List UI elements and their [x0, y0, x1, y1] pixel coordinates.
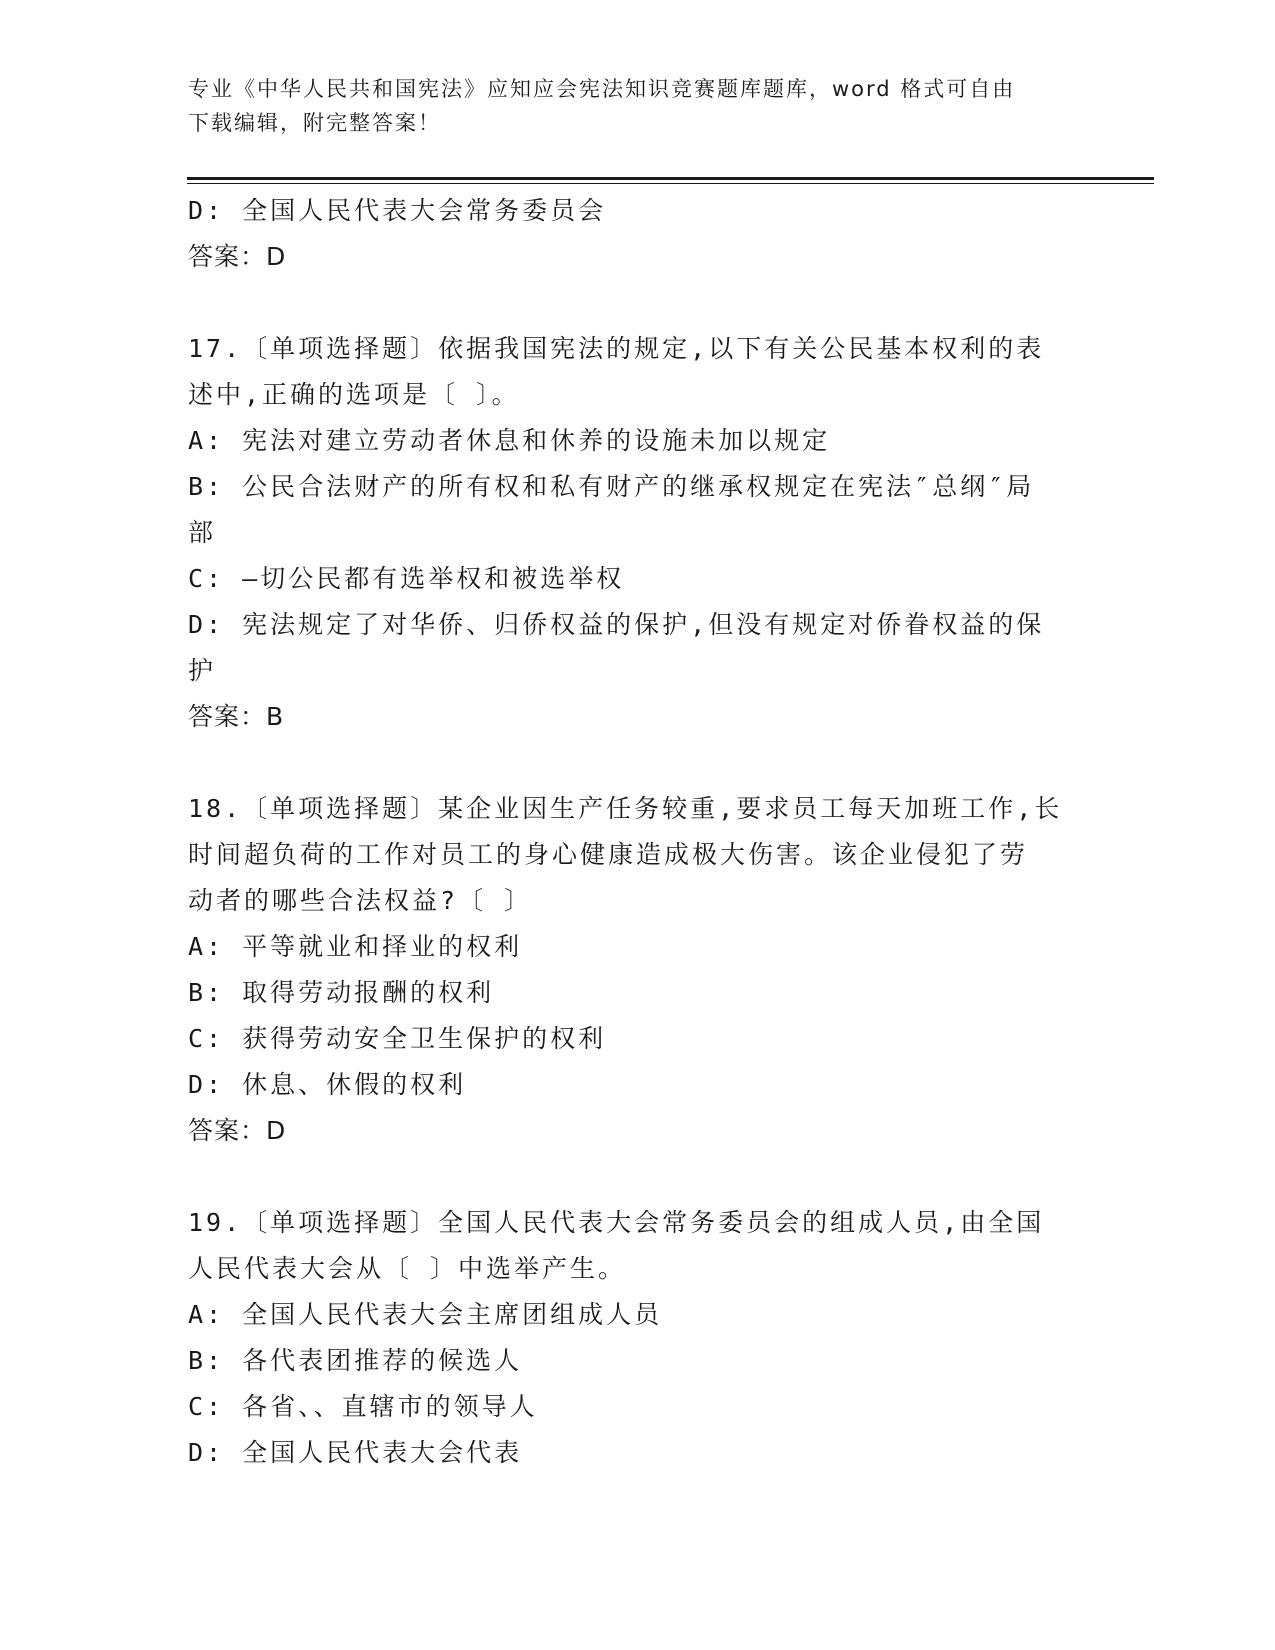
option-d: D: 全国人民代表大会常务委员会 [188, 196, 607, 225]
header-divider-thick [187, 177, 1154, 180]
question-text-line-1: 17.〔单项选择题〕依据我国宪法的规定,以下有关公民基本权利的表 [188, 334, 1045, 363]
question-18 [188, 786, 1088, 1154]
option-b: B: 取得劳动报酬的权利 [188, 978, 495, 1007]
option-a: A: 宪法对建立劳动者休息和休养的设施未加以规定 [188, 426, 831, 455]
question-text-line-2: 时间超负荷的工作对员工的身心健康造成极大伤害。该企业侵犯了劳 [188, 840, 1029, 869]
question-text-line-1: 18.〔单项选择题〕某企业因生产任务较重,要求员工每天加班工作,长 [188, 794, 1063, 823]
option-d-line-1: D: 宪法规定了对华侨、归侨权益的保护,但没有规定对侨眷权益的保 [188, 610, 1045, 639]
option-d: D: 休息、休假的权利 [188, 1070, 467, 1099]
option-c: C: 各省、、直辖市的领导人 [188, 1392, 538, 1421]
document-header [188, 72, 1068, 140]
option-b: B: 各代表团推荐的候选人 [188, 1346, 523, 1375]
question-text-line-3: 动者的哪些合法权益?〔 〕 [188, 886, 533, 915]
option-a: A: 平等就业和择业的权利 [188, 932, 523, 961]
question-19 [188, 1200, 1088, 1476]
question-content [188, 188, 1088, 1476]
spacer [188, 280, 1088, 326]
option-b-line-1: B: 公民合法财产的所有权和私有财产的继承权规定在宪法″总纲″局 [188, 472, 1035, 501]
question-16-tail [188, 188, 1088, 280]
option-d: D: 全国人民代表大会代表 [188, 1438, 523, 1467]
option-a: A: 全国人民代表大会主席团组成人员 [188, 1300, 663, 1329]
question-text-line-2: 人民代表大会从〔 〕中选举产生。 [188, 1254, 627, 1283]
spacer [188, 740, 1088, 786]
spacer [188, 1154, 1088, 1200]
option-d-line-2: 护 [188, 656, 217, 685]
option-c: C: —切公民都有选举权和被选举权 [188, 564, 625, 593]
header-divider-thin [187, 183, 1154, 184]
answer-line: 答案：D [188, 242, 287, 271]
header-line-2: 下载编辑，附完整答案！ [188, 111, 441, 135]
question-text-line-2: 述中,正确的选项是〔 〕。 [188, 380, 520, 409]
option-b-line-2: 部 [188, 518, 217, 547]
answer-line: 答案：B [188, 702, 285, 731]
option-c: C: 获得劳动安全卫生保护的权利 [188, 1024, 607, 1053]
question-17 [188, 326, 1088, 740]
answer-line: 答案：D [188, 1116, 287, 1145]
header-line-1: 专业《中华人民共和国宪法》应知应会宪法知识竞赛题库题库，word 格式可自由 [188, 77, 1016, 101]
question-text-line-1: 19.〔单项选择题〕全国人民代表大会常务委员会的组成人员,由全国 [188, 1208, 1045, 1237]
